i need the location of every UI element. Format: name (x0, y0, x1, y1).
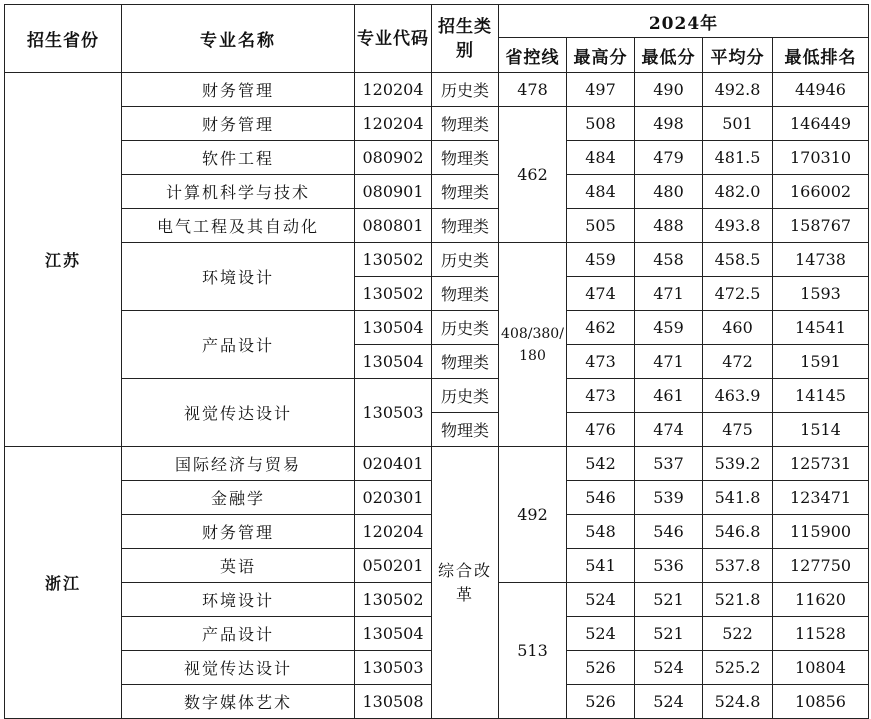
max-score: 474 (567, 277, 635, 311)
min-score: 546 (635, 515, 703, 549)
min-rank: 1514 (773, 413, 869, 447)
major-code: 130504 (355, 345, 432, 379)
admission-score-table (4, 4, 869, 719)
max-score: 548 (567, 515, 635, 549)
min-rank: 1593 (773, 277, 869, 311)
category: 物理类 (432, 141, 499, 175)
avg-score: 458.5 (703, 243, 773, 277)
min-rank: 127750 (773, 549, 869, 583)
major-code: 130502 (355, 277, 432, 311)
category: 物理类 (432, 209, 499, 243)
min-rank: 146449 (773, 107, 869, 141)
province-jiangsu: 江苏 (5, 73, 122, 447)
max-score: 484 (567, 141, 635, 175)
min-score: 498 (635, 107, 703, 141)
min-rank: 11528 (773, 617, 869, 651)
avg-score: 492.8 (703, 73, 773, 107)
max-score: 473 (567, 345, 635, 379)
min-score: 480 (635, 175, 703, 209)
min-score: 536 (635, 549, 703, 583)
major-name: 财务管理 (122, 107, 355, 141)
min-score: 488 (635, 209, 703, 243)
major-code: 080801 (355, 209, 432, 243)
category: 物理类 (432, 277, 499, 311)
max-score: 541 (567, 549, 635, 583)
major-name: 英语 (122, 549, 355, 583)
major-name: 软件工程 (122, 141, 355, 175)
min-rank: 10856 (773, 685, 869, 719)
major-name: 电气工程及其自动化 (122, 209, 355, 243)
header-control-line: 省控线 (499, 38, 567, 73)
major-name: 财务管理 (122, 73, 355, 107)
min-rank: 44946 (773, 73, 869, 107)
category: 物理类 (432, 175, 499, 209)
min-score: 524 (635, 651, 703, 685)
avg-score: 481.5 (703, 141, 773, 175)
min-score: 471 (635, 277, 703, 311)
min-score: 459 (635, 311, 703, 345)
header-min-rank: 最低排名 (773, 38, 869, 73)
category: 历史类 (432, 311, 499, 345)
header-major: 专业名称 (122, 5, 355, 73)
header-year: 2024年 (499, 5, 869, 38)
table-row (5, 73, 869, 107)
min-score: 474 (635, 413, 703, 447)
major-code: 130504 (355, 311, 432, 345)
min-rank: 170310 (773, 141, 869, 175)
major-code: 130503 (355, 651, 432, 685)
min-score: 537 (635, 447, 703, 481)
major-name: 计算机科学与技术 (122, 175, 355, 209)
avg-score: 539.2 (703, 447, 773, 481)
major-code: 120204 (355, 515, 432, 549)
major-code: 130508 (355, 685, 432, 719)
min-rank: 125731 (773, 447, 869, 481)
major-name: 环境设计 (122, 243, 355, 311)
min-score: 471 (635, 345, 703, 379)
min-score: 521 (635, 617, 703, 651)
min-score: 458 (635, 243, 703, 277)
max-score: 526 (567, 651, 635, 685)
header-code: 专业代码 (355, 5, 432, 73)
max-score: 508 (567, 107, 635, 141)
major-code: 050201 (355, 549, 432, 583)
control-line: 492 (499, 447, 567, 583)
header-min-score: 最低分 (635, 38, 703, 73)
major-code: 120204 (355, 73, 432, 107)
max-score: 546 (567, 481, 635, 515)
table-row (5, 209, 869, 243)
avg-score: 546.8 (703, 515, 773, 549)
max-score: 526 (567, 685, 635, 719)
max-score: 497 (567, 73, 635, 107)
avg-score: 521.8 (703, 583, 773, 617)
avg-score: 522 (703, 617, 773, 651)
major-code: 120204 (355, 107, 432, 141)
header-avg-score: 平均分 (703, 38, 773, 73)
major-name: 国际经济与贸易 (122, 447, 355, 481)
major-code: 080902 (355, 141, 432, 175)
major-name: 视觉传达设计 (122, 651, 355, 685)
table-row (5, 141, 869, 175)
avg-score: 525.2 (703, 651, 773, 685)
min-rank: 11620 (773, 583, 869, 617)
major-code: 130504 (355, 617, 432, 651)
major-name: 视觉传达设计 (122, 379, 355, 447)
category: 历史类 (432, 243, 499, 277)
major-name: 产品设计 (122, 311, 355, 379)
category: 综合改革 (432, 447, 499, 719)
major-code: 020301 (355, 481, 432, 515)
avg-score: 472.5 (703, 277, 773, 311)
min-rank: 123471 (773, 481, 869, 515)
max-score: 484 (567, 175, 635, 209)
avg-score: 541.8 (703, 481, 773, 515)
table-row (5, 107, 869, 141)
category: 物理类 (432, 345, 499, 379)
major-code: 130503 (355, 379, 432, 447)
max-score: 542 (567, 447, 635, 481)
min-rank: 14738 (773, 243, 869, 277)
header-province: 招生省份 (5, 5, 122, 73)
min-rank: 14145 (773, 379, 869, 413)
max-score: 459 (567, 243, 635, 277)
major-name: 金融学 (122, 481, 355, 515)
major-code: 130502 (355, 583, 432, 617)
avg-score: 524.8 (703, 685, 773, 719)
min-rank: 166002 (773, 175, 869, 209)
min-score: 521 (635, 583, 703, 617)
avg-score: 537.8 (703, 549, 773, 583)
major-name: 数字媒体艺术 (122, 685, 355, 719)
major-code: 080901 (355, 175, 432, 209)
max-score: 505 (567, 209, 635, 243)
min-rank: 10804 (773, 651, 869, 685)
max-score: 524 (567, 583, 635, 617)
control-line: 462 (499, 107, 567, 243)
province-zhejiang: 浙江 (5, 447, 122, 719)
table-row (5, 175, 869, 209)
table-row (5, 447, 869, 481)
max-score: 462 (567, 311, 635, 345)
table-row (5, 311, 869, 345)
major-name: 环境设计 (122, 583, 355, 617)
control-line: 513 (499, 583, 567, 719)
major-code: 130502 (355, 243, 432, 277)
major-code: 020401 (355, 447, 432, 481)
table-row (5, 379, 869, 413)
avg-score: 501 (703, 107, 773, 141)
min-score: 524 (635, 685, 703, 719)
category: 物理类 (432, 107, 499, 141)
min-score: 479 (635, 141, 703, 175)
min-score: 490 (635, 73, 703, 107)
category: 物理类 (432, 413, 499, 447)
max-score: 473 (567, 379, 635, 413)
category: 历史类 (432, 73, 499, 107)
avg-score: 482.0 (703, 175, 773, 209)
major-name: 财务管理 (122, 515, 355, 549)
min-rank: 115900 (773, 515, 869, 549)
avg-score: 463.9 (703, 379, 773, 413)
avg-score: 472 (703, 345, 773, 379)
category: 历史类 (432, 379, 499, 413)
control-line: 478 (499, 73, 567, 107)
max-score: 524 (567, 617, 635, 651)
min-rank: 14541 (773, 311, 869, 345)
min-rank: 158767 (773, 209, 869, 243)
min-score: 539 (635, 481, 703, 515)
avg-score: 493.8 (703, 209, 773, 243)
avg-score: 460 (703, 311, 773, 345)
avg-score: 475 (703, 413, 773, 447)
min-score: 461 (635, 379, 703, 413)
min-rank: 1591 (773, 345, 869, 379)
major-name: 产品设计 (122, 617, 355, 651)
header-category: 招生类别 (432, 5, 499, 73)
max-score: 476 (567, 413, 635, 447)
table-row (5, 243, 869, 277)
control-line: 408/380/180 (499, 243, 567, 447)
header-max-score: 最高分 (567, 38, 635, 73)
